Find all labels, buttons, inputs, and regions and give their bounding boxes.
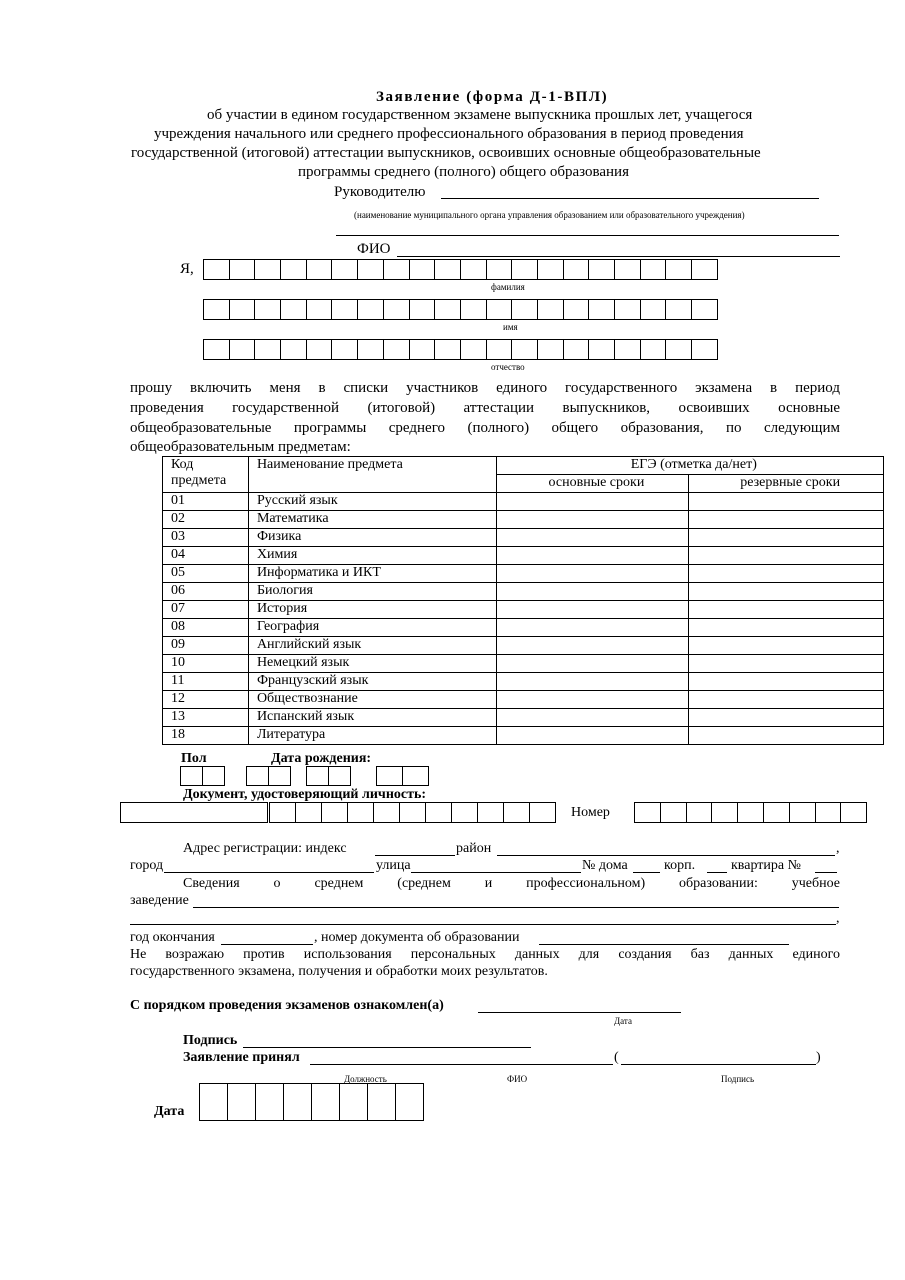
subject-reserve-mark[interactable]	[689, 565, 884, 583]
subject-main-mark[interactable]	[496, 673, 689, 691]
input-cell[interactable]	[376, 766, 403, 786]
applicant-prefix: Я,	[180, 261, 194, 277]
input-cell[interactable]	[529, 802, 556, 823]
input-cell[interactable]	[665, 259, 692, 280]
subject-code: 04	[163, 547, 249, 565]
request-line-3: общеобразовательные программы среднего (полного) общего образования, по следующим	[130, 420, 840, 436]
signature-line[interactable]	[243, 1047, 531, 1048]
institution-line[interactable]	[193, 907, 839, 908]
house-line[interactable]	[633, 872, 660, 873]
input-cell[interactable]	[203, 299, 230, 320]
date-hint: Дата	[614, 1016, 632, 1026]
input-cell[interactable]	[691, 259, 718, 280]
subject-code: 03	[163, 529, 249, 547]
subject-reserve-mark[interactable]	[689, 619, 884, 637]
col-name-header: Наименование предмета	[248, 457, 496, 493]
subject-name: География	[248, 619, 496, 637]
subject-name: Биология	[248, 583, 496, 601]
input-cell[interactable]	[255, 1083, 284, 1121]
input-cell[interactable]	[306, 339, 333, 360]
sign-hint: Подпись	[721, 1074, 755, 1084]
patronymic-cells[interactable]	[203, 339, 718, 360]
subject-row	[163, 709, 884, 727]
input-cell[interactable]	[665, 299, 692, 320]
col-main-header: основные сроки	[496, 475, 689, 493]
input-cell[interactable]	[486, 339, 513, 360]
subject-row	[163, 619, 884, 637]
edu-doc-line[interactable]	[539, 944, 789, 945]
input-cell[interactable]	[328, 766, 351, 786]
input-cell[interactable]	[737, 802, 764, 823]
subject-code: 13	[163, 709, 249, 727]
subject-main-mark[interactable]	[496, 691, 689, 709]
input-cell[interactable]	[268, 766, 291, 786]
input-cell[interactable]	[347, 802, 374, 823]
subject-code: 09	[163, 637, 249, 655]
input-cell[interactable]	[295, 802, 322, 823]
request-line-4: общеобразовательным предметам:	[130, 439, 351, 455]
signature-label: Подпись	[183, 1033, 238, 1048]
subjects-table	[162, 456, 884, 745]
flat-label: квартира №	[731, 858, 801, 873]
subject-main-mark[interactable]	[496, 547, 689, 565]
subject-name: Французский язык	[248, 673, 496, 691]
subject-row	[163, 493, 884, 511]
subject-row	[163, 637, 884, 655]
name-hint: имя	[503, 322, 518, 332]
input-cell[interactable]	[563, 339, 590, 360]
subject-name: Химия	[248, 547, 496, 565]
address-index-label: Адрес регистрации: индекс	[183, 841, 347, 856]
input-cell[interactable]	[434, 339, 461, 360]
input-cell[interactable]	[434, 259, 461, 280]
input-cell[interactable]	[227, 1083, 256, 1121]
close-paren: )	[816, 1050, 821, 1065]
grad-year-label: год окончания	[130, 930, 215, 945]
request-line-1: прошу включить меня в списки участников единого государственного экзамена в период	[130, 380, 840, 396]
subtitle-line-4: программы среднего (полного) общего образования	[298, 164, 629, 180]
input-cell[interactable]	[311, 1083, 340, 1121]
subject-row	[163, 691, 884, 709]
subject-main-mark[interactable]	[496, 637, 689, 655]
input-cell[interactable]	[229, 259, 256, 280]
input-cell[interactable]	[409, 339, 436, 360]
input-cell[interactable]	[711, 802, 738, 823]
comma-2: ,	[836, 911, 840, 926]
input-cell[interactable]	[511, 259, 538, 280]
index-line[interactable]	[375, 855, 455, 856]
subject-row	[163, 583, 884, 601]
input-cell[interactable]	[367, 1083, 396, 1121]
subject-code: 18	[163, 727, 249, 745]
input-cell[interactable]	[357, 299, 384, 320]
subject-code: 10	[163, 655, 249, 673]
input-cell[interactable]	[460, 299, 487, 320]
subject-name: Английский язык	[248, 637, 496, 655]
col-reserve-header: резервные сроки	[689, 475, 884, 493]
input-cell[interactable]	[537, 259, 564, 280]
subject-reserve-mark[interactable]	[689, 727, 884, 745]
subject-main-mark[interactable]	[496, 565, 689, 583]
input-cell[interactable]	[477, 802, 504, 823]
input-cell[interactable]	[537, 339, 564, 360]
input-cell[interactable]	[451, 802, 478, 823]
subtitle-line-2: учреждения начального или среднего профессионального образования в период проведения	[154, 126, 744, 142]
subject-row	[163, 655, 884, 673]
acquainted-label: С порядком проведения экзаменов ознакомлен(а)	[130, 998, 444, 1013]
accepted-label: Заявление принял	[183, 1050, 300, 1065]
input-cell[interactable]	[306, 766, 329, 786]
grad-year-line[interactable]	[221, 944, 313, 945]
subject-name: Немецкий язык	[248, 655, 496, 673]
input-cell[interactable]	[229, 299, 256, 320]
input-cell[interactable]	[339, 1083, 368, 1121]
input-cell[interactable]	[434, 299, 461, 320]
flat-line[interactable]	[815, 872, 837, 873]
col-ege-header: ЕГЭ (отметка да/нет)	[496, 457, 883, 475]
input-cell[interactable]	[763, 802, 790, 823]
input-cell[interactable]	[789, 802, 816, 823]
input-cell[interactable]	[614, 259, 641, 280]
district-line[interactable]	[497, 855, 835, 856]
subject-reserve-mark[interactable]	[689, 673, 884, 691]
input-cell[interactable]	[614, 339, 641, 360]
subtitle-line-1: об участии в едином государственном экзамене выпускника прошлых лет, учащегося	[207, 107, 753, 123]
input-cell[interactable]	[409, 259, 436, 280]
input-cell[interactable]	[537, 299, 564, 320]
subject-main-mark[interactable]	[496, 709, 689, 727]
subject-code: 02	[163, 511, 249, 529]
input-cell[interactable]	[269, 802, 296, 823]
input-cell[interactable]	[283, 1083, 312, 1121]
input-cell[interactable]	[331, 259, 358, 280]
subject-reserve-mark[interactable]	[689, 691, 884, 709]
input-cell[interactable]	[588, 299, 615, 320]
addressee-label: Руководителю	[334, 184, 426, 200]
subject-row	[163, 565, 884, 583]
subject-main-mark[interactable]	[496, 493, 689, 511]
subject-reserve-mark[interactable]	[689, 493, 884, 511]
subject-reserve-mark[interactable]	[689, 511, 884, 529]
open-paren: (	[614, 1050, 619, 1065]
input-cell[interactable]	[660, 802, 687, 823]
input-cell[interactable]	[246, 766, 269, 786]
education-line: Сведения о среднем (среднем и профессиональном) образовании: учебное	[183, 876, 840, 891]
consent-line-1: Не возражаю против использования персональных данных для создания баз данных единого	[130, 947, 840, 962]
input-cell[interactable]	[357, 339, 384, 360]
acquainted-date-line[interactable]	[478, 1012, 681, 1013]
accepted-fio-line[interactable]	[621, 1064, 816, 1065]
input-cell[interactable]	[321, 802, 348, 823]
subject-code: 06	[163, 583, 249, 601]
city-label: город	[130, 858, 164, 873]
position-line[interactable]	[310, 1064, 613, 1065]
birth-label: Дата рождения:	[271, 751, 372, 766]
fio-label: ФИО	[357, 241, 391, 257]
city-line[interactable]	[164, 872, 374, 873]
input-cell[interactable]	[460, 339, 487, 360]
input-cell[interactable]	[686, 802, 713, 823]
input-cell[interactable]	[460, 259, 487, 280]
input-cell[interactable]	[511, 339, 538, 360]
date-label: Дата	[154, 1104, 185, 1119]
input-cell[interactable]	[399, 802, 426, 823]
input-cell[interactable]	[634, 802, 661, 823]
input-cell[interactable]	[331, 339, 358, 360]
sex-cells[interactable]	[180, 766, 225, 786]
input-cell[interactable]	[665, 339, 692, 360]
input-cell[interactable]	[202, 766, 225, 786]
corp-line[interactable]	[707, 872, 727, 873]
input-cell[interactable]	[588, 259, 615, 280]
fio-hint: ФИО	[507, 1074, 528, 1084]
name-cells[interactable]	[203, 299, 718, 320]
street-line[interactable]	[411, 872, 581, 873]
doc-number-label: , номер документа об образовании	[314, 930, 520, 945]
birth-month-cells[interactable]	[306, 766, 351, 786]
input-cell[interactable]	[614, 299, 641, 320]
input-cell[interactable]	[357, 259, 384, 280]
subject-code: 01	[163, 493, 249, 511]
input-cell[interactable]	[280, 339, 307, 360]
subject-reserve-mark[interactable]	[689, 637, 884, 655]
subject-reserve-mark[interactable]	[689, 709, 884, 727]
doc-number-cells[interactable]	[634, 802, 867, 823]
input-cell[interactable]	[383, 259, 410, 280]
input-cell[interactable]	[306, 259, 333, 280]
subject-main-mark[interactable]	[496, 727, 689, 745]
subject-code: 07	[163, 601, 249, 619]
house-label: № дома	[582, 858, 628, 873]
input-cell[interactable]	[486, 299, 513, 320]
number-label: Номер	[571, 805, 610, 820]
input-cell[interactable]	[640, 299, 667, 320]
district-label: район	[456, 841, 492, 856]
input-cell[interactable]	[331, 299, 358, 320]
fio-line[interactable]	[397, 256, 840, 257]
input-cell[interactable]	[691, 299, 718, 320]
input-cell[interactable]	[563, 299, 590, 320]
input-cell[interactable]	[395, 1083, 424, 1121]
subject-main-mark[interactable]	[496, 619, 689, 637]
input-cell[interactable]	[199, 1083, 228, 1121]
subject-row	[163, 673, 884, 691]
subject-name: История	[248, 601, 496, 619]
subject-name: Физика	[248, 529, 496, 547]
input-cell[interactable]	[840, 802, 867, 823]
position-hint: Должность	[344, 1074, 387, 1084]
subject-reserve-mark[interactable]	[689, 655, 884, 673]
input-cell[interactable]	[511, 299, 538, 320]
street-label: улица	[376, 858, 411, 873]
input-cell[interactable]	[373, 802, 400, 823]
input-cell[interactable]	[588, 339, 615, 360]
input-cell[interactable]	[383, 299, 410, 320]
sex-label: Пол	[181, 751, 207, 766]
input-cell[interactable]	[254, 299, 281, 320]
subject-code: 11	[163, 673, 249, 691]
input-cell[interactable]	[254, 339, 281, 360]
subject-main-mark[interactable]	[496, 583, 689, 601]
subject-reserve-mark[interactable]	[689, 601, 884, 619]
input-cell[interactable]	[640, 259, 667, 280]
input-cell[interactable]	[815, 802, 842, 823]
input-cell[interactable]	[180, 766, 203, 786]
input-cell[interactable]	[120, 802, 268, 823]
input-cell[interactable]	[640, 339, 667, 360]
subject-row	[163, 601, 884, 619]
birth-year-cells[interactable]	[376, 766, 429, 786]
subject-row	[163, 529, 884, 547]
subject-name: Математика	[248, 511, 496, 529]
corp-label: корп.	[664, 858, 696, 873]
subject-name: Литература	[248, 727, 496, 745]
subtitle-line-3: государственной (итоговой) аттестации выпускников, освоивших основные общеобразовательные	[131, 145, 761, 161]
input-cell[interactable]	[402, 766, 429, 786]
subject-code: 08	[163, 619, 249, 637]
input-cell[interactable]	[254, 259, 281, 280]
subject-main-mark[interactable]	[496, 511, 689, 529]
subject-code: 12	[163, 691, 249, 709]
surname-cells[interactable]	[203, 259, 718, 280]
subject-name: Русский язык	[248, 493, 496, 511]
form-title: Заявление (форма Д-1-ВПЛ)	[376, 89, 609, 105]
doc-series-cells[interactable]	[269, 802, 556, 823]
institution-line-2[interactable]	[130, 924, 836, 925]
input-cell[interactable]	[383, 339, 410, 360]
surname-hint: фамилия	[491, 282, 525, 292]
input-cell[interactable]	[280, 259, 307, 280]
subject-main-mark[interactable]	[496, 655, 689, 673]
input-cell[interactable]	[563, 259, 590, 280]
document-label: Документ, удостоверяющий личность:	[183, 787, 427, 802]
subject-reserve-mark[interactable]	[689, 547, 884, 565]
subject-name: Обществознание	[248, 691, 496, 709]
doc-series-box[interactable]	[120, 802, 268, 823]
subject-reserve-mark[interactable]	[689, 583, 884, 601]
addressee-hint: (наименование муниципального органа управления образованием или образовательного учреждения)	[354, 210, 745, 220]
addressee-line-2[interactable]	[336, 235, 839, 236]
input-cell[interactable]	[203, 339, 230, 360]
subject-row	[163, 511, 884, 529]
subject-name: Испанский язык	[248, 709, 496, 727]
input-cell[interactable]	[229, 339, 256, 360]
input-cell[interactable]	[409, 299, 436, 320]
date-cells[interactable]	[199, 1083, 424, 1121]
input-cell[interactable]	[425, 802, 452, 823]
request-line-2: проведения государственной (итоговой) аттестации выпускников, освоивших основные	[130, 400, 840, 416]
comma-1: ,	[836, 841, 840, 856]
subject-code: 05	[163, 565, 249, 583]
input-cell[interactable]	[486, 259, 513, 280]
subject-reserve-mark[interactable]	[689, 529, 884, 547]
subject-row	[163, 727, 884, 745]
input-cell[interactable]	[691, 339, 718, 360]
input-cell[interactable]	[306, 299, 333, 320]
patronymic-hint: отчество	[491, 362, 525, 372]
input-cell[interactable]	[503, 802, 530, 823]
subject-main-mark[interactable]	[496, 529, 689, 547]
institution-label: заведение	[130, 893, 189, 908]
subject-row	[163, 547, 884, 565]
addressee-line[interactable]	[441, 198, 819, 199]
subject-main-mark[interactable]	[496, 601, 689, 619]
consent-line-2: государственного экзамена, получения и обработки моих результатов.	[130, 964, 548, 979]
subject-name: Информатика и ИКТ	[248, 565, 496, 583]
birth-day-cells[interactable]	[246, 766, 291, 786]
col-code-header: Код предмета	[163, 457, 249, 493]
input-cell[interactable]	[280, 299, 307, 320]
input-cell[interactable]	[203, 259, 230, 280]
